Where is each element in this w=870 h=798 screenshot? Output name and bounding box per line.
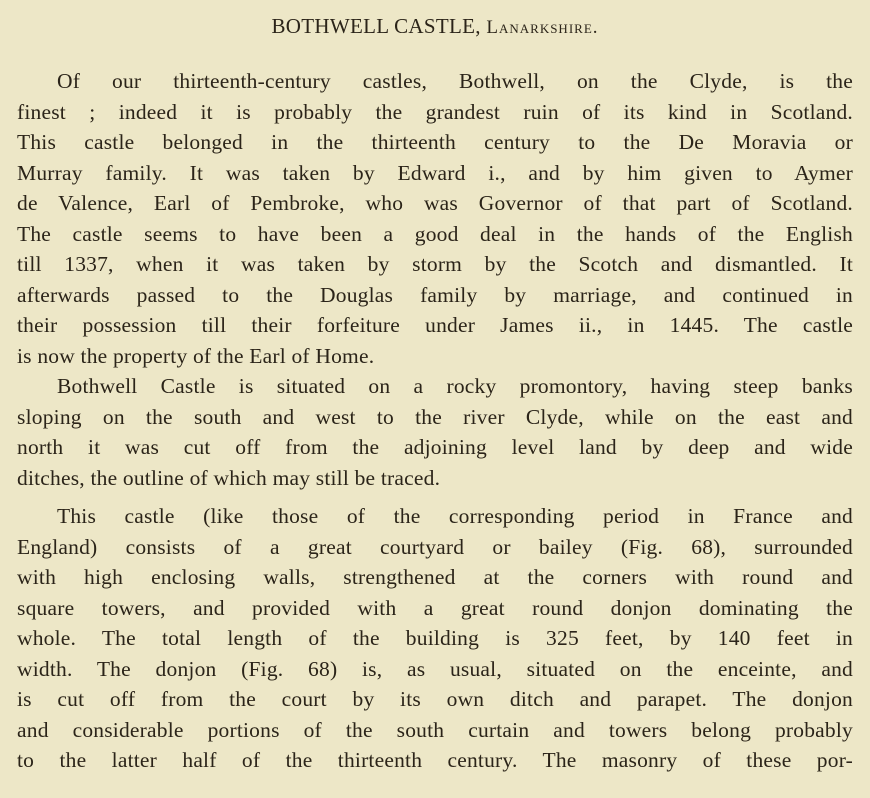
text-line: whole. The total length of the building is 325 feet, by 140 feet in xyxy=(17,626,853,650)
text-line: till 1337, when it was taken by storm by the Scotch and dismantled. It xyxy=(17,252,853,276)
paragraph xyxy=(17,501,853,776)
text-line: square towers, and provided with a great round donjon dominating the xyxy=(17,595,853,620)
text-line: This castle (like those of the corresponding period in France and xyxy=(57,504,853,528)
text-line: width. The donjon (Fig. 68) is, as usual, situated on the enceinte, and xyxy=(17,656,853,681)
text-line: is now the property of the Earl of Home. xyxy=(17,343,375,368)
text-line: and considerable portions of the south curtain and towers belong probably xyxy=(17,717,853,742)
text-line: their possession till their forfeiture under James ii., in 1445. The castle xyxy=(17,313,853,337)
page-title xyxy=(0,14,870,39)
text-line: England) consists of a great courtyard or bailey (Fig. 68), surrounded xyxy=(17,534,853,559)
text-line: Murray family. It was taken by Edward i., and by him given to Aymer xyxy=(17,160,853,185)
text-line: north it was cut off from the adjoining level land by deep and wide xyxy=(17,435,853,459)
text-line: finest ; indeed it is probably the grandest ruin of its kind in Scotland. xyxy=(17,99,853,124)
text-line: is cut off from the court by its own ditch and parapet. The donjon xyxy=(17,687,853,711)
paragraph xyxy=(17,66,853,371)
text-line: Bothwell Castle is situated on a rocky promontory, having steep banks xyxy=(57,374,853,398)
title-main: BOTHWELL CASTLE, xyxy=(271,14,481,38)
text-line: sloping on the south and west to the river Clyde, while on the east and xyxy=(17,404,853,429)
paragraph xyxy=(17,371,853,493)
text-line: The castle seems to have been a good deal in the hands of the English xyxy=(17,221,853,246)
text-line: This castle belonged in the thirteenth century to the De Moravia or xyxy=(17,130,853,154)
text-line: Of our thirteenth-century castles, Bothwell, on the Clyde, is the xyxy=(57,69,853,93)
text-line: de Valence, Earl of Pembroke, who was Governor of that part of Scotland. xyxy=(17,191,853,215)
body-text xyxy=(17,66,853,776)
text-line: ditches, the outline of which may still be traced. xyxy=(17,465,441,490)
title-county: Lanarkshire. xyxy=(486,17,599,38)
text-line: to the latter half of the thirteenth century. The masonry of these por- xyxy=(17,748,853,772)
text-line: afterwards passed to the Douglas family by marriage, and continued in xyxy=(17,282,853,307)
text-line: with high enclosing walls, strengthened at the corners with round and xyxy=(17,565,853,589)
